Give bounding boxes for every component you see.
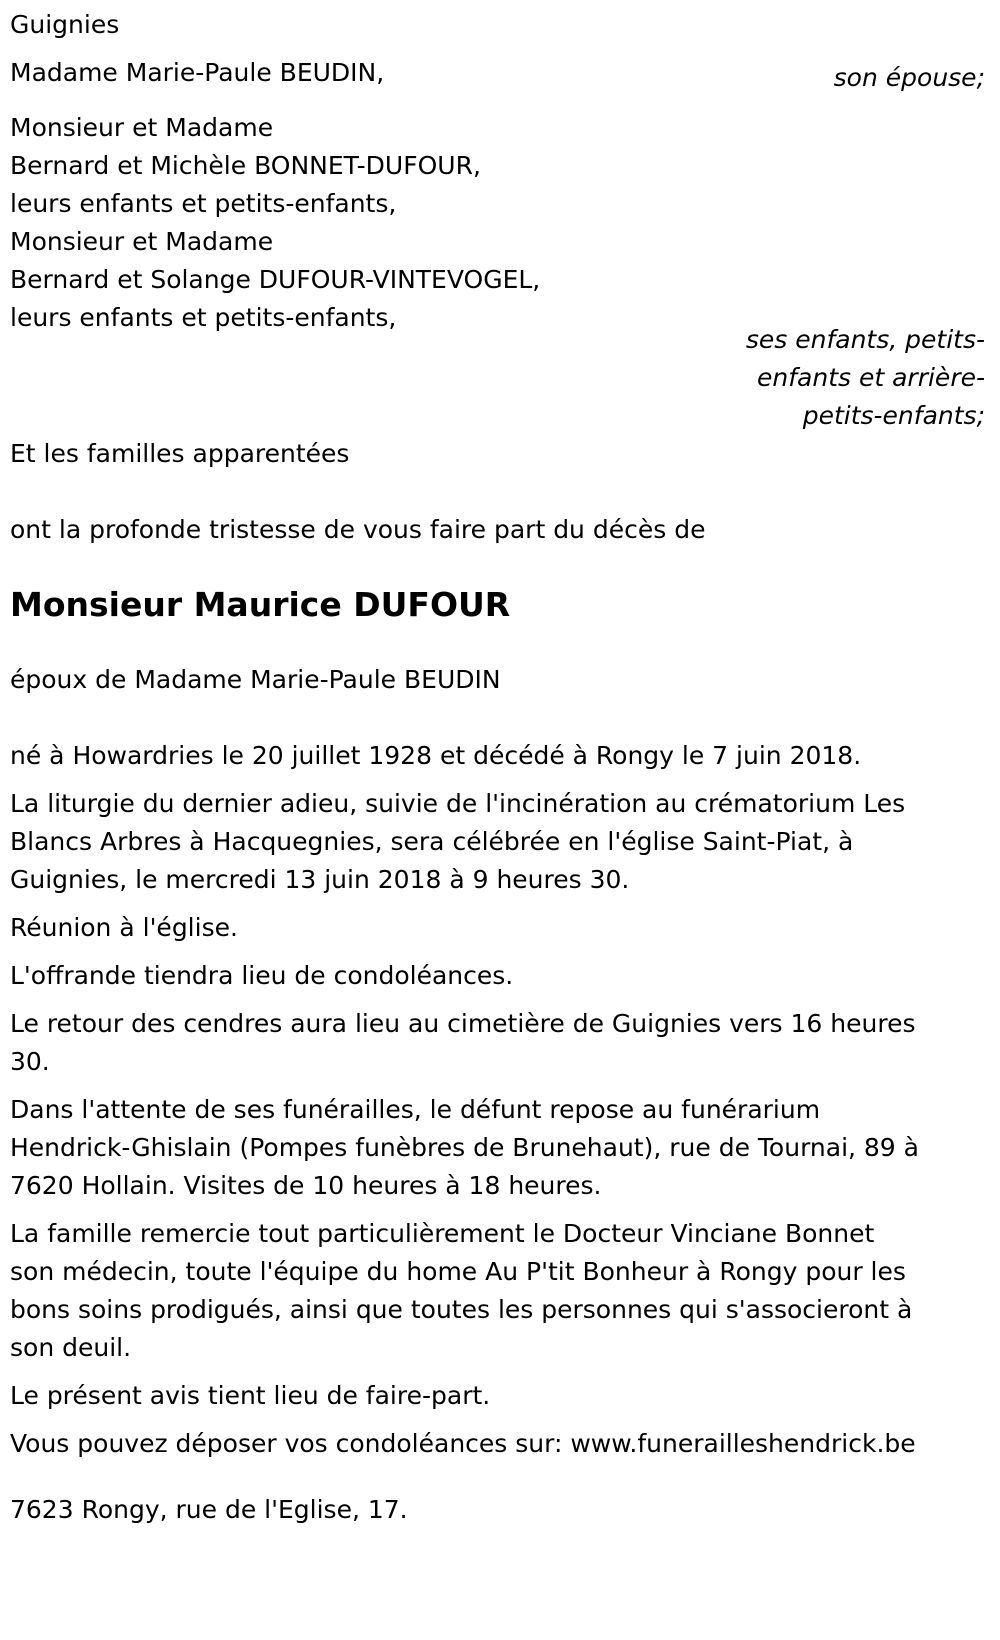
children-line: Monsieur et Madame (10, 227, 274, 256)
thanks-line: son médecin, toute l'équipe du home Au P'tit Bonheur à Rongy pour les (10, 1257, 906, 1286)
condolences: Vous pouvez déposer vos condoléances sur: www.funerailleshendrick.be (10, 1429, 916, 1458)
liturgy-line: La liturgie du dernier adieu, suivie de l'incinération au crématorium Les (10, 789, 906, 818)
liturgy-paragraph (10, 785, 985, 899)
thanks-line: La famille remercie tout particulièrement le Docteur Vinciane Bonnet (10, 1219, 875, 1248)
obituary-notice (10, 6, 985, 1529)
families: Et les familles apparentées (10, 439, 350, 468)
spouse-name: Madame Marie-Paule BEUDIN, (10, 58, 385, 87)
address: 7623 Rongy, rue de l'Eglise, 17. (10, 1495, 408, 1524)
children-line: leurs enfants et petits-enfants, (10, 189, 397, 218)
meeting: Réunion à l'église. (10, 913, 238, 942)
liturgy-line: Blancs Arbres à Hacquegnies, sera célébrée en l'église Saint-Piat, à (10, 827, 854, 856)
children-line: Monsieur et Madame (10, 113, 274, 142)
children-relation-line: enfants et arrière- (757, 363, 985, 392)
rest-line: 7620 Hollain. Visites de 10 heures à 18 heures. (10, 1171, 602, 1200)
ashes-line: 30. (10, 1047, 50, 1076)
offering: L'offrande tiendra lieu de condoléances. (10, 961, 514, 990)
birth-death: né à Howardries le 20 juillet 1928 et décédé à Rongy le 7 juin 2018. (10, 741, 862, 770)
thanks-paragraph (10, 1215, 985, 1367)
spouse-relation: son épouse; (833, 63, 985, 92)
location: Guignies (10, 10, 120, 39)
announcement: ont la profonde tristesse de vous faire part du décès de (10, 515, 706, 544)
thanks-line: bons soins prodigués, ainsi que toutes les personnes qui s'associeront à (10, 1295, 913, 1324)
ashes-paragraph (10, 1005, 985, 1081)
children-line: Bernard et Solange DUFOUR-VINTEVOGEL, (10, 265, 541, 294)
rest-paragraph (10, 1091, 985, 1205)
children-relation-line: petits-enfants; (802, 401, 985, 430)
children-line: Bernard et Michèle BONNET-DUFOUR, (10, 151, 481, 180)
spouse-of: époux de Madame Marie-Paule BEUDIN (10, 665, 501, 694)
liturgy-line: Guignies, le mercredi 13 juin 2018 à 9 heures 30. (10, 865, 630, 894)
thanks-line: son deuil. (10, 1333, 132, 1362)
children-line: leurs enfants et petits-enfants, (10, 303, 397, 332)
spouse-block (10, 54, 985, 97)
rest-line: Hendrick-Ghislain (Pompes funèbres de Brunehaut), rue de Tournai, 89 à (10, 1133, 919, 1162)
children-relation (746, 321, 985, 435)
children-relation-line: ses enfants, petits- (745, 325, 985, 354)
children-block (10, 109, 985, 435)
ashes-line: Le retour des cendres aura lieu au cimetière de Guignies vers 16 heures (10, 1009, 916, 1038)
deceased-name: Monsieur Maurice DUFOUR (10, 585, 511, 624)
rest-line: Dans l'attente de ses funérailles, le défunt repose au funérarium (10, 1095, 821, 1124)
notice: Le présent avis tient lieu de faire-part. (10, 1381, 491, 1410)
